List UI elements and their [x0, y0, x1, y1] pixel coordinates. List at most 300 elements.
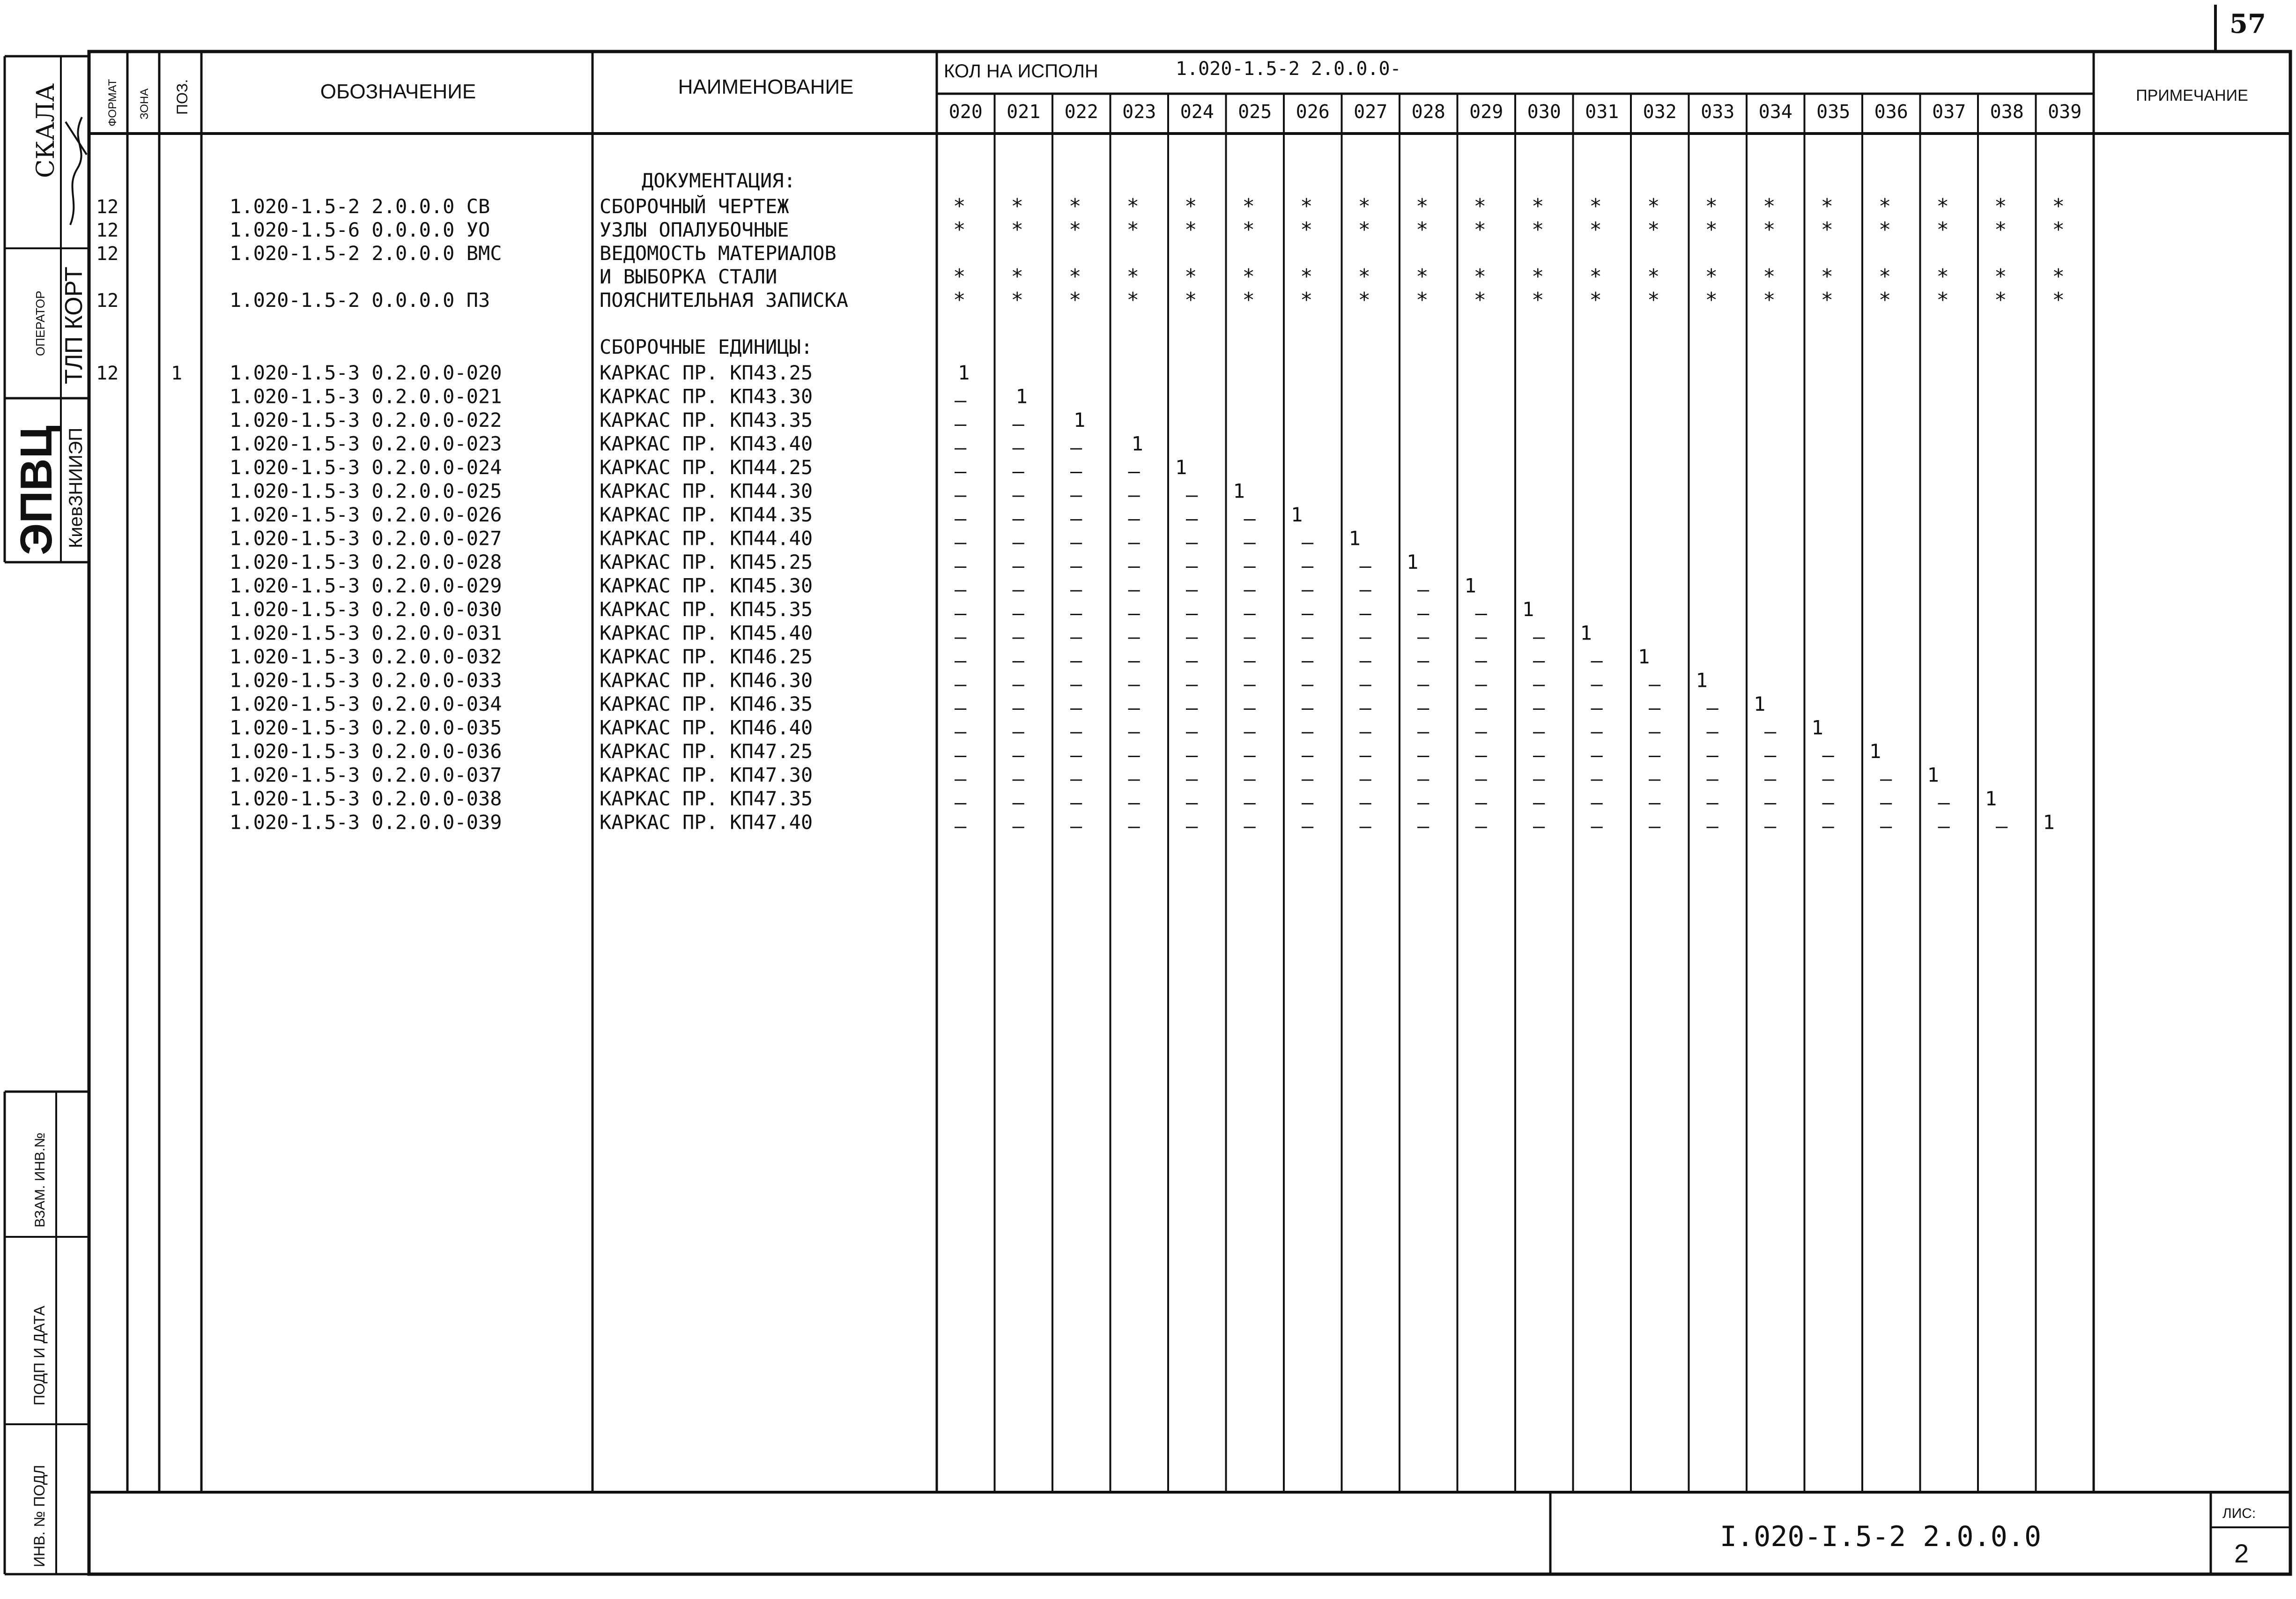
star-mark: * [1300, 194, 1313, 218]
star-mark: * [1011, 194, 1023, 218]
qty-dash: – [1822, 744, 1834, 766]
asm-name: КАРКАС ПР. КП45.35 [600, 598, 813, 621]
qty-dash: – [1244, 767, 1256, 790]
qty-dash: – [1533, 814, 1545, 838]
qty-dash: – [1359, 578, 1371, 601]
star-mark: * [1300, 218, 1313, 242]
header-designation: ОБОЗНАЧЕНИЕ [320, 80, 476, 103]
qty-dash: – [1128, 649, 1140, 672]
star-mark: * [1532, 218, 1544, 242]
qty-dash: – [1417, 720, 1429, 743]
star-mark: * [1647, 218, 1660, 242]
asm-designation: 1.020-1.5-3 0.2.0.0-034 [230, 692, 502, 715]
qty-dash: – [955, 436, 967, 459]
qty-dash: – [1591, 814, 1603, 838]
qty-dash: – [1012, 578, 1024, 601]
qty-dash: – [1533, 791, 1545, 814]
margin-skala: СКАЛА [32, 83, 60, 178]
qty-one: 1 [1754, 692, 1766, 715]
qty-dash: – [1302, 720, 1314, 743]
qty-dash: – [1128, 625, 1140, 648]
margin-inv-replace: ВЗАМ. ИНВ.№ [32, 1132, 48, 1227]
star-mark: * [1647, 265, 1660, 289]
qty-one: 1 [1074, 409, 1086, 431]
star-mark: * [1532, 265, 1544, 289]
qty-dash: – [1533, 767, 1545, 790]
star-mark: * [1705, 265, 1718, 289]
qty-dash: – [1706, 767, 1718, 790]
qty-dash: – [1186, 625, 1198, 648]
asm-pos: 1 [171, 363, 183, 384]
asm-name: КАРКАС ПР. КП43.30 [600, 385, 813, 408]
qty-dash: – [1359, 672, 1371, 696]
qty-dash: – [1244, 696, 1256, 719]
qty-dash: – [1186, 507, 1198, 530]
title-doc-code: I.020-I.5-2 2.0.0.0 [1719, 1520, 2042, 1553]
qty-dash: – [1417, 696, 1429, 719]
star-mark: * [1358, 288, 1370, 312]
title-block [89, 1492, 2290, 1574]
qty-dash: – [1012, 814, 1024, 838]
star-mark: * [2052, 218, 2065, 242]
asm-designation: 1.020-1.5-3 0.2.0.0-027 [230, 527, 502, 550]
qty-dash: – [1186, 672, 1198, 696]
qty-dash: – [955, 507, 967, 530]
asm-name: КАРКАС ПР. КП44.25 [600, 456, 813, 479]
star-mark: * [1763, 194, 1776, 218]
asm-designation: 1.020-1.5-3 0.2.0.0-032 [230, 645, 502, 668]
qty-dash: – [1764, 744, 1777, 766]
star-mark: * [1821, 288, 1833, 312]
row-format: 12 [96, 220, 119, 241]
star-mark: * [1474, 265, 1486, 289]
qty-dash: – [1070, 696, 1082, 719]
qty-dash: – [1128, 460, 1140, 483]
asm-name: КАРКАС ПР. КП43.35 [600, 409, 813, 431]
qty-dash: – [1244, 530, 1256, 554]
qty-one: 1 [1638, 645, 1650, 668]
qty-one: 1 [2043, 811, 2055, 834]
qty-dash: – [1359, 720, 1371, 743]
star-mark: * [1705, 288, 1718, 312]
qty-dash: – [1302, 672, 1314, 696]
star-mark: * [2052, 288, 2065, 312]
qty-dash: – [1996, 814, 2008, 838]
qty-dash: – [1649, 744, 1661, 766]
asm-designation: 1.020-1.5-3 0.2.0.0-025 [230, 479, 502, 503]
star-mark: * [1647, 194, 1660, 218]
star-mark: * [1589, 194, 1602, 218]
qty-dash: – [1128, 767, 1140, 790]
row-name: УЗЛЫ ОПАЛУБОЧНЫЕ [600, 218, 789, 241]
qty-dash: – [1359, 649, 1371, 672]
qty-dash: – [1359, 744, 1371, 766]
qty-dash: – [1533, 649, 1545, 672]
qty-dash: – [1591, 672, 1603, 696]
qty-dash: – [1070, 649, 1082, 672]
qty-dash: – [1475, 767, 1487, 790]
qty-dash: – [955, 791, 967, 814]
qty-dash: – [955, 483, 967, 506]
qty-dash: – [1012, 436, 1024, 459]
qty-dash: – [1070, 625, 1082, 648]
qty-dash: – [1012, 412, 1024, 435]
star-mark: * [1126, 288, 1139, 312]
qty-dash: – [1302, 625, 1314, 648]
qty-dash: – [1070, 791, 1082, 814]
qty-dash: – [955, 744, 967, 766]
qty-dash: – [1012, 744, 1024, 766]
qty-dash: – [1070, 483, 1082, 506]
variant-header: 024 [1180, 101, 1214, 123]
qty-dash: – [1070, 720, 1082, 743]
qty-dash: – [955, 578, 967, 601]
row-format: 12 [96, 196, 119, 218]
asm-name: КАРКАС ПР. КП43.40 [600, 432, 813, 455]
qty-dash: – [1070, 767, 1082, 790]
qty-dash: – [1649, 672, 1661, 696]
qty-dash: – [1302, 744, 1314, 766]
qty-dash: – [1186, 578, 1198, 601]
qty-dash: – [1302, 814, 1314, 838]
star-mark: * [1763, 288, 1776, 312]
star-mark: * [1416, 218, 1429, 242]
asm-name: КАРКАС ПР. КП47.25 [600, 740, 813, 763]
star-mark: * [1936, 218, 1949, 242]
star-mark: * [1011, 288, 1023, 312]
asm-designation: 1.020-1.5-3 0.2.0.0-024 [230, 456, 502, 479]
qty-dash: – [1186, 530, 1198, 554]
qty-dash: – [1764, 814, 1777, 838]
star-mark: * [1126, 265, 1139, 289]
qty-dash: – [955, 720, 967, 743]
star-mark: * [1879, 288, 1891, 312]
header-pos: ПОЗ. [174, 79, 191, 115]
star-mark: * [1994, 288, 2007, 312]
qty-dash: – [1938, 814, 1950, 838]
star-mark: * [1358, 218, 1370, 242]
qty-dash: – [1128, 744, 1140, 766]
qty-one: 1 [1175, 456, 1187, 479]
qty-dash: – [1359, 791, 1371, 814]
star-mark: * [1474, 194, 1486, 218]
qty-dash: – [1475, 672, 1487, 696]
variant-header: 039 [2048, 101, 2082, 123]
variant-header: 025 [1238, 101, 1272, 123]
qty-dash: – [1012, 696, 1024, 719]
margin-sign-date: ПОДП И ДАТА [31, 1306, 48, 1406]
variant-header: 032 [1643, 101, 1677, 123]
asm-name: КАРКАС ПР. КП45.25 [600, 550, 813, 573]
star-mark: * [1705, 218, 1718, 242]
qty-dash: – [1417, 767, 1429, 790]
qty-one: 1 [1696, 669, 1708, 692]
qty-dash: – [1302, 696, 1314, 719]
star-mark: * [953, 265, 966, 289]
asm-name: КАРКАС ПР. КП43.25 [600, 361, 813, 384]
assembly-rows [96, 361, 813, 834]
asm-name: КАРКАС ПР. КП44.40 [600, 527, 813, 550]
qty-dash: – [1302, 602, 1314, 625]
qty-dash: – [955, 530, 967, 554]
qty-dash: – [1880, 767, 1892, 790]
margin-operator-label: ОПЕРАТОР [33, 290, 47, 356]
star-mark: * [1994, 194, 2007, 218]
star-mark: * [1185, 218, 1197, 242]
asm-designation: 1.020-1.5-3 0.2.0.0-022 [230, 409, 502, 431]
qty-dash: – [1475, 744, 1487, 766]
qty-dash: – [1070, 460, 1082, 483]
asm-designation: 1.020-1.5-3 0.2.0.0-030 [230, 598, 502, 621]
qty-dash: – [1706, 744, 1718, 766]
qty-dash: – [1128, 578, 1140, 601]
qty-dash: – [1012, 625, 1024, 648]
qty-dash: – [1417, 625, 1429, 648]
qty-dash: – [1880, 814, 1892, 838]
asm-designation: 1.020-1.5-3 0.2.0.0-028 [230, 550, 502, 573]
star-mark: * [1069, 288, 1081, 312]
asm-name: КАРКАС ПР. КП46.25 [600, 645, 813, 668]
section-assemblies: СБОРОЧНЫЕ ЕДИНИЦЫ: [600, 335, 813, 358]
qty-dash: – [1822, 791, 1834, 814]
asm-name: КАРКАС ПР. КП45.40 [600, 621, 813, 645]
qty-dash: – [955, 602, 967, 625]
variant-header: 021 [1007, 101, 1041, 123]
qty-dash: – [1070, 436, 1082, 459]
star-mark: * [1879, 218, 1891, 242]
star-mark: * [953, 288, 966, 312]
qty-dash: – [1706, 791, 1718, 814]
star-mark: * [1821, 265, 1833, 289]
asm-name: КАРКАС ПР. КП46.40 [600, 716, 813, 739]
qty-dash: – [1417, 744, 1429, 766]
qty-one: 1 [1233, 479, 1245, 503]
qty-dash: – [1070, 814, 1082, 838]
qty-dash: – [1244, 720, 1256, 743]
header-name: НАИМЕНОВАНИЕ [678, 75, 854, 98]
qty-dash: – [1244, 744, 1256, 766]
qty-dash: – [1533, 672, 1545, 696]
qty-dash: – [1938, 791, 1950, 814]
qty-dash: – [1475, 602, 1487, 625]
qty-dash: – [1822, 814, 1834, 838]
qty-dash: – [1012, 767, 1024, 790]
qty-dash: – [1244, 672, 1256, 696]
qty-dash: – [1128, 554, 1140, 577]
qty-dash: – [1070, 744, 1082, 766]
qty-dash: – [1070, 672, 1082, 696]
row-name: ВЕДОМОСТЬ МАТЕРИАЛОВ [600, 242, 837, 265]
qty-dash: – [1764, 720, 1777, 743]
qty-dash: – [1012, 649, 1024, 672]
header-qty: КОЛ НА ИСПОЛН [944, 61, 1098, 82]
variant-header: 034 [1758, 101, 1792, 123]
qty-one: 1 [1407, 550, 1419, 573]
header-zone: ЗОНА [138, 88, 151, 119]
qty-one: 1 [1580, 621, 1592, 645]
qty-dash: – [1417, 814, 1429, 838]
row-format: 12 [96, 290, 119, 312]
margin-inv-orig: ИНВ. № ПОДЛ [31, 1465, 48, 1567]
asm-name: КАРКАС ПР. КП47.30 [600, 763, 813, 787]
qty-dash: – [1186, 791, 1198, 814]
asm-designation: 1.020-1.5-3 0.2.0.0-021 [230, 385, 502, 408]
star-mark: * [1532, 288, 1544, 312]
asm-name: КАРКАС ПР. КП46.30 [600, 669, 813, 692]
qty-one: 1 [1522, 598, 1534, 621]
qty-one: 1 [1291, 503, 1303, 526]
star-mark: * [1474, 218, 1486, 242]
qty-dash: – [1128, 814, 1140, 838]
row-name-continued: И ВЫБОРКА СТАЛИ [600, 265, 778, 288]
star-mark: * [1300, 288, 1313, 312]
qty-dash: – [1591, 720, 1603, 743]
margin-operator-value: ТЛП КОРТ [60, 267, 88, 384]
qty-dash: – [1417, 672, 1429, 696]
qty-dash: – [1649, 696, 1661, 719]
qty-dash: – [1128, 483, 1140, 506]
margin-org-main: ЭПВЦ [11, 425, 61, 555]
qty-dash: – [1764, 767, 1777, 790]
qty-dash: – [1591, 767, 1603, 790]
star-mark: * [1126, 218, 1139, 242]
margin-org-sub: КиевЗНИИЭП [66, 427, 86, 548]
qty-dash: – [1070, 507, 1082, 530]
qty-dash: – [1186, 554, 1198, 577]
row-designation: 1.020-1.5-6 0.0.0.0 УО [230, 218, 490, 241]
qty-one: 1 [1811, 716, 1823, 739]
qty-dash: – [1533, 744, 1545, 766]
star-mark: * [1936, 265, 1949, 289]
star-mark: * [1126, 194, 1139, 218]
row-designation: 1.020-1.5-2 0.0.0.0 ПЗ [230, 289, 490, 312]
qty-dash: – [1417, 602, 1429, 625]
qty-one: 1 [1015, 385, 1028, 408]
star-mark: * [1994, 265, 2007, 289]
asm-name: КАРКАС ПР. КП45.30 [600, 574, 813, 597]
qty-dash: – [1359, 696, 1371, 719]
qty-dash: – [1475, 649, 1487, 672]
documentation-rows [96, 194, 848, 312]
qty-dash: – [1128, 530, 1140, 554]
star-mark: * [1589, 265, 1602, 289]
star-mark: * [1416, 288, 1429, 312]
variant-header: 031 [1585, 101, 1619, 123]
star-mark: * [1589, 218, 1602, 242]
qty-one: 1 [1348, 527, 1361, 550]
qty-dash: – [1475, 696, 1487, 719]
qty-one: 1 [1464, 574, 1476, 597]
qty-dash: – [1244, 649, 1256, 672]
qty-dash: – [1822, 767, 1834, 790]
qty-dash: – [955, 767, 967, 790]
asm-designation: 1.020-1.5-3 0.2.0.0-035 [230, 716, 502, 739]
star-mark: * [1300, 265, 1313, 289]
star-mark: * [2052, 194, 2065, 218]
qty-dash: – [955, 460, 967, 483]
qty-dash: – [1186, 814, 1198, 838]
variant-header: 022 [1064, 101, 1098, 123]
variant-header: 027 [1354, 101, 1388, 123]
star-mark: * [1879, 265, 1891, 289]
qty-dash: – [1012, 602, 1024, 625]
qty-dash: – [1649, 791, 1661, 814]
qty-dash: – [1359, 602, 1371, 625]
qty-dash: – [1591, 696, 1603, 719]
page-number: 57 [2229, 8, 2266, 39]
star-mark: * [1821, 194, 1833, 218]
qty-dash: – [1244, 602, 1256, 625]
variant-header: 029 [1469, 101, 1504, 123]
qty-one: 1 [1869, 740, 1881, 763]
qty-dash: – [1706, 720, 1718, 743]
asm-format: 12 [96, 363, 119, 384]
star-mark: * [1879, 194, 1891, 218]
qty-dash: – [955, 672, 967, 696]
qty-dash: – [1128, 696, 1140, 719]
header-note: ПРИМЕЧАНИЕ [2136, 87, 2248, 104]
asm-designation: 1.020-1.5-3 0.2.0.0-031 [230, 621, 502, 645]
star-mark: * [1242, 194, 1255, 218]
qty-dash: – [1533, 720, 1545, 743]
header-base-code: 1.020-1.5-2 2.0.0.0- [1176, 58, 1401, 80]
star-mark: * [1242, 218, 1255, 242]
qty-dash: – [1764, 791, 1777, 814]
qty-dash: – [955, 814, 967, 838]
qty-dash: – [1533, 625, 1545, 648]
qty-dash: – [1128, 791, 1140, 814]
qty-one: 1 [1985, 787, 1997, 810]
star-mark: * [1416, 194, 1429, 218]
qty-dash: – [1244, 625, 1256, 648]
row-name: ПОЯСНИТЕЛЬНАЯ ЗАПИСКА [600, 289, 849, 312]
star-mark: * [1069, 194, 1081, 218]
qty-dash: – [1186, 602, 1198, 625]
star-mark: * [1185, 288, 1197, 312]
qty-dash: – [1012, 460, 1024, 483]
asm-name: КАРКАС ПР. КП46.35 [600, 692, 813, 715]
star-mark: * [1474, 288, 1486, 312]
qty-one: 1 [1927, 763, 1939, 787]
star-mark: * [953, 218, 966, 242]
star-mark: * [1242, 265, 1255, 289]
asm-designation: 1.020-1.5-3 0.2.0.0-026 [230, 503, 502, 526]
qty-dash: – [1128, 720, 1140, 743]
qty-dash: – [1128, 672, 1140, 696]
row-designation: 1.020-1.5-2 2.0.0.0 ВМС [230, 242, 502, 265]
qty-dash: – [1475, 791, 1487, 814]
qty-dash: – [1070, 602, 1082, 625]
qty-dash: – [1359, 767, 1371, 790]
qty-dash: – [1244, 578, 1256, 601]
variant-header: 038 [1990, 101, 2024, 123]
asm-name: КАРКАС ПР. КП47.40 [600, 811, 813, 834]
star-mark: * [1936, 288, 1949, 312]
qty-dash: – [1475, 720, 1487, 743]
qty-dash: – [1475, 814, 1487, 838]
asm-designation: 1.020-1.5-3 0.2.0.0-037 [230, 763, 502, 787]
asm-designation: 1.020-1.5-3 0.2.0.0-033 [230, 669, 502, 692]
qty-dash: – [1070, 530, 1082, 554]
qty-dash: – [1012, 483, 1024, 506]
asm-name: КАРКАС ПР. КП44.35 [600, 503, 813, 526]
star-mark: * [1994, 218, 2007, 242]
star-mark: * [1011, 265, 1023, 289]
qty-dash: – [1012, 791, 1024, 814]
asm-designation: 1.020-1.5-3 0.2.0.0-023 [230, 432, 502, 455]
qty-dash: – [955, 696, 967, 719]
qty-dash: – [1417, 578, 1429, 601]
